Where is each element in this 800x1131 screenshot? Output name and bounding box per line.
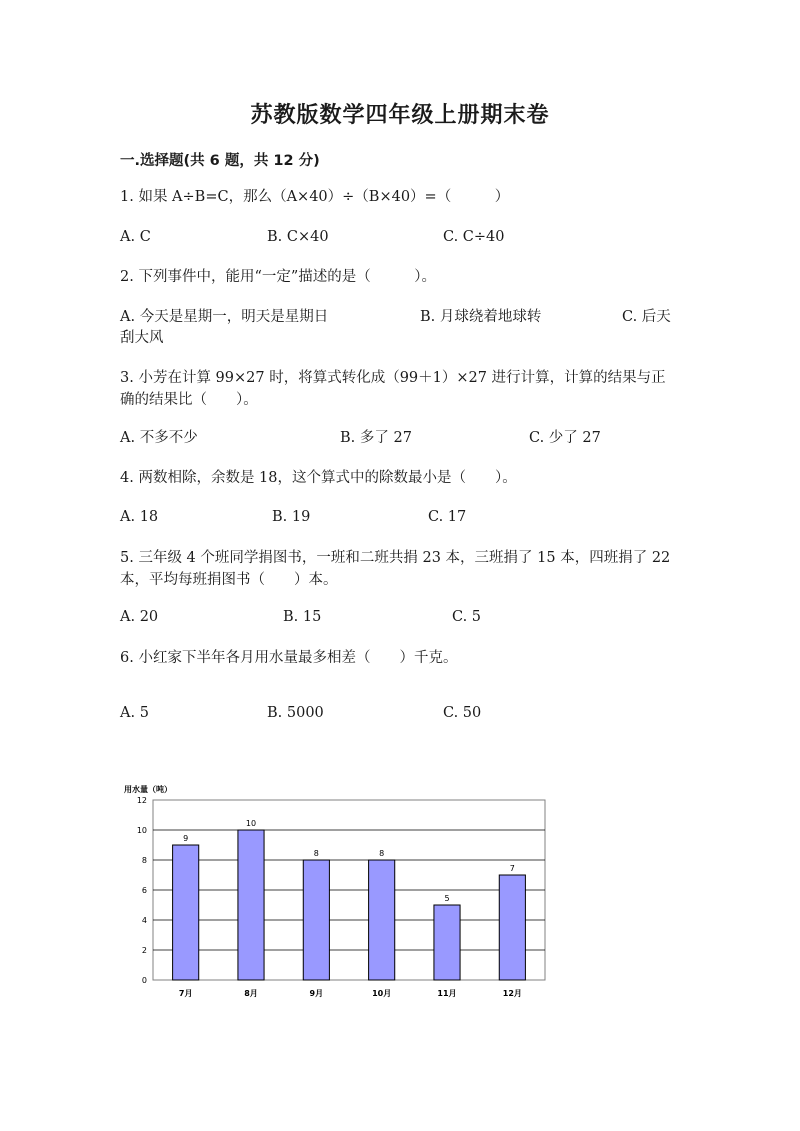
question-6: 6. 小红家下半年各月用水量最多相差（ ）千克。	[120, 650, 458, 666]
q6-option-a[interactable]: A. 5	[120, 705, 149, 721]
bar	[499, 875, 525, 980]
y-tick-label: 4	[141, 916, 147, 925]
q5-option-a[interactable]: A. 20	[120, 609, 159, 625]
page-title: 苏教版数学四年级上册期末卷	[250, 103, 550, 128]
x-tick-label: 7月	[178, 989, 193, 998]
q2-option-c[interactable]: C. 后天	[622, 309, 671, 325]
q1-option-a[interactable]: A. C	[120, 229, 151, 245]
question-3: 3. 小芳在计算 99×27 时，将算式转化成（99＋1）×27 进行计算，计算的结果与正确的结果比（ ）。	[120, 370, 666, 408]
bar	[434, 905, 460, 980]
q1-option-c[interactable]: C. C÷40	[443, 229, 505, 245]
bar	[303, 860, 329, 980]
q6-option-c[interactable]: C. 50	[443, 705, 482, 721]
question-5: 5. 三年级 4 个班同学捐图书，一班和二班共捐 23 本，三班捐了 15 本，四班捐了 22 本，平均每班捐图书（ ）本。	[120, 550, 671, 588]
question-1: 1. 如果 A÷B=C，那么（A×40）÷（B×40）=（ ）	[120, 189, 510, 205]
y-axis-label: 用水量（吨）	[124, 785, 172, 794]
q5-option-c[interactable]: C. 5	[452, 609, 482, 625]
bar	[238, 830, 264, 980]
q4-option-b[interactable]: B. 19	[272, 509, 311, 525]
x-tick-label: 8月	[244, 989, 258, 998]
y-tick-label: 10	[136, 826, 147, 835]
x-tick-label: 9月	[309, 989, 324, 998]
section-heading: 一.选择题(共 6 题，共 12 分)	[120, 153, 320, 169]
q3-option-b[interactable]: B. 多了 27	[340, 430, 412, 446]
y-tick-label: 6	[141, 886, 147, 895]
water-usage-bar-chart	[108, 780, 558, 1005]
x-tick-label: 12月	[502, 989, 522, 998]
y-tick-label: 8	[141, 856, 147, 865]
bar	[173, 845, 199, 980]
y-tick-label: 0	[141, 976, 147, 985]
q3-option-a[interactable]: A. 不多不少	[120, 430, 198, 446]
bar-value-label: 5	[444, 894, 450, 903]
q2-option-c-wrap: 刮大风	[120, 330, 164, 346]
q2-option-b[interactable]: B. 月球绕着地球转	[420, 309, 542, 325]
q1-option-b[interactable]: B. C×40	[267, 229, 329, 245]
q4-option-c[interactable]: C. 17	[428, 509, 467, 525]
q3-option-c[interactable]: C. 少了 27	[529, 430, 601, 446]
question-2: 2. 下列事件中，能用“一定”描述的是（ ）。	[120, 269, 437, 285]
bar-value-label: 9	[183, 834, 189, 843]
bar-value-label: 8	[313, 849, 319, 858]
x-tick-label: 11月	[437, 989, 457, 998]
bar	[369, 860, 395, 980]
q5-option-b[interactable]: B. 15	[283, 609, 322, 625]
question-4: 4. 两数相除，余数是 18，这个算式中的除数最小是（ ）。	[120, 470, 517, 486]
y-tick-label: 12	[136, 796, 147, 805]
y-tick-label: 2	[141, 946, 147, 955]
q2-option-a[interactable]: A. 今天是星期一，明天是星期日	[120, 309, 329, 325]
bar-value-label: 8	[379, 849, 385, 858]
x-tick-label: 10月	[372, 989, 392, 998]
q6-option-b[interactable]: B. 5000	[267, 705, 324, 721]
bar-value-label: 10	[245, 819, 257, 828]
q4-option-a[interactable]: A. 18	[120, 509, 159, 525]
bar-value-label: 7	[509, 864, 515, 873]
